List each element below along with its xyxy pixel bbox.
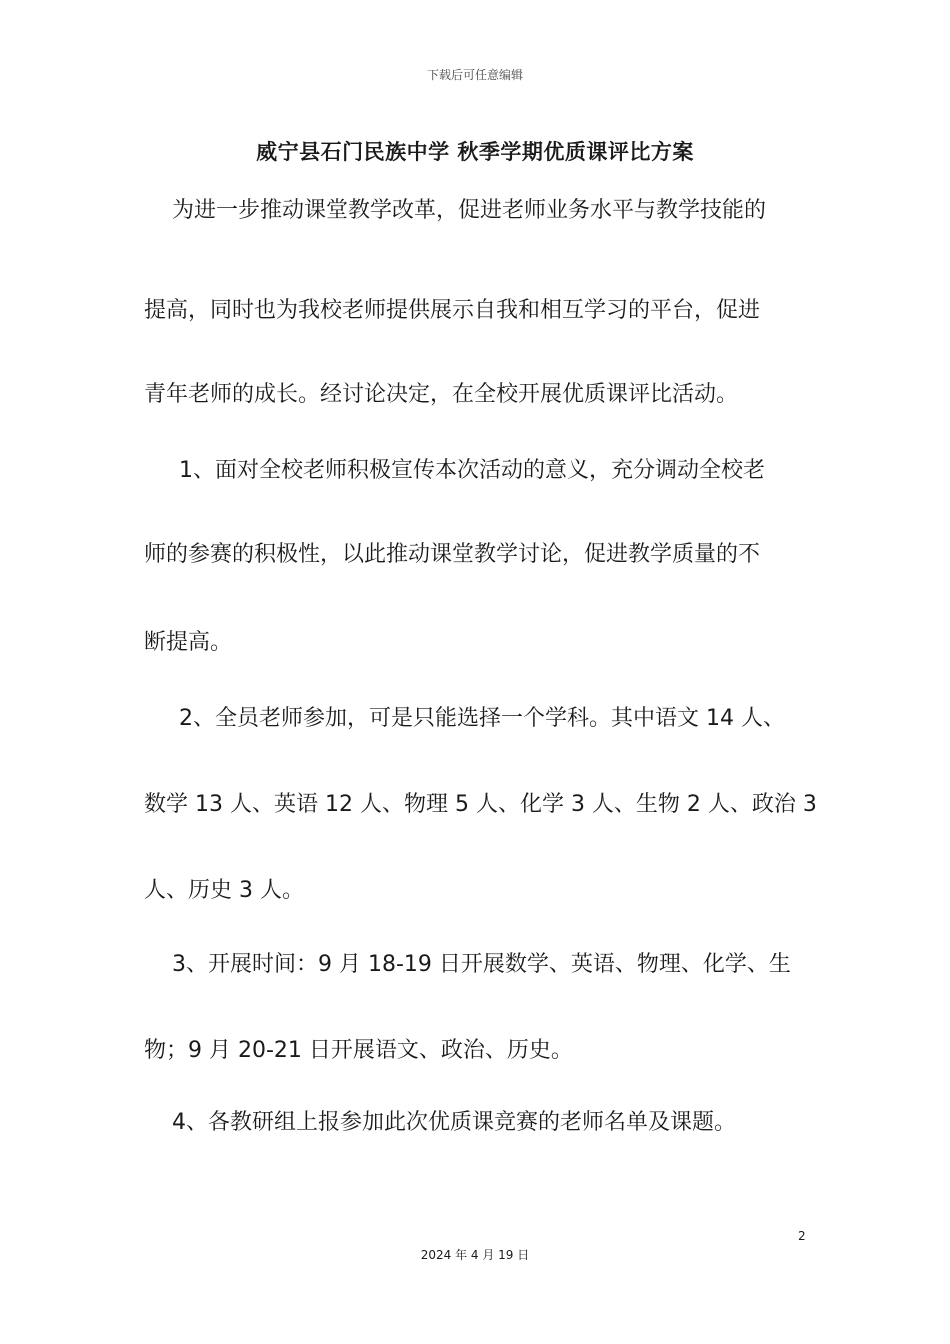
paragraph-4-line-2: 物；9 月 20-21 日开展语文、政治、历史。	[144, 1038, 573, 1063]
paragraph-3-line-1: 2、全员老师参加，可是只能选择一个学科。其中语文 14 人、	[144, 706, 785, 731]
document-title: 威宁县石门民族中学 秋季学期优质课评比方案	[256, 140, 694, 164]
paragraph-3-line-3: 人、历史 3 人。	[144, 878, 304, 903]
paragraph-2-line-2: 师的参赛的积极性，以此推动课堂教学讨论，促进教学质量的不	[144, 542, 761, 567]
header-note: 下载后可任意编辑	[426, 68, 523, 82]
paragraph-1-line-2: 提高，同时也为我校老师提供展示自我和相互学习的平台，促进	[144, 298, 761, 323]
paragraph-1-line-3: 青年老师的成长。经讨论决定，在全校开展优质课评比活动。	[144, 382, 739, 407]
paragraph-1-line-1: 为进一步推动课堂教学改革，促进老师业务水平与教学技能的	[144, 198, 766, 223]
page-number: 2	[798, 1229, 806, 1243]
paragraph-3-line-2: 数学 13 人、英语 12 人、物理 5 人、化学 3 人、生物 2 人、政治 3	[144, 792, 817, 817]
paragraph-5-line-1: 4、各教研组上报参加此次优质课竞赛的老师名单及课题。	[144, 1110, 736, 1135]
footer-date: 2024 年 4 月 19 日	[420, 1248, 530, 1262]
paragraph-4-line-1: 3、开展时间：9 月 18-19 日开展数学、英语、物理、化学、生	[144, 952, 791, 977]
paragraph-2-line-3: 断提高。	[144, 630, 233, 655]
paragraph-2-line-1: 1、面对全校老师积极宣传本次活动的意义，充分调动全校老	[144, 458, 765, 483]
